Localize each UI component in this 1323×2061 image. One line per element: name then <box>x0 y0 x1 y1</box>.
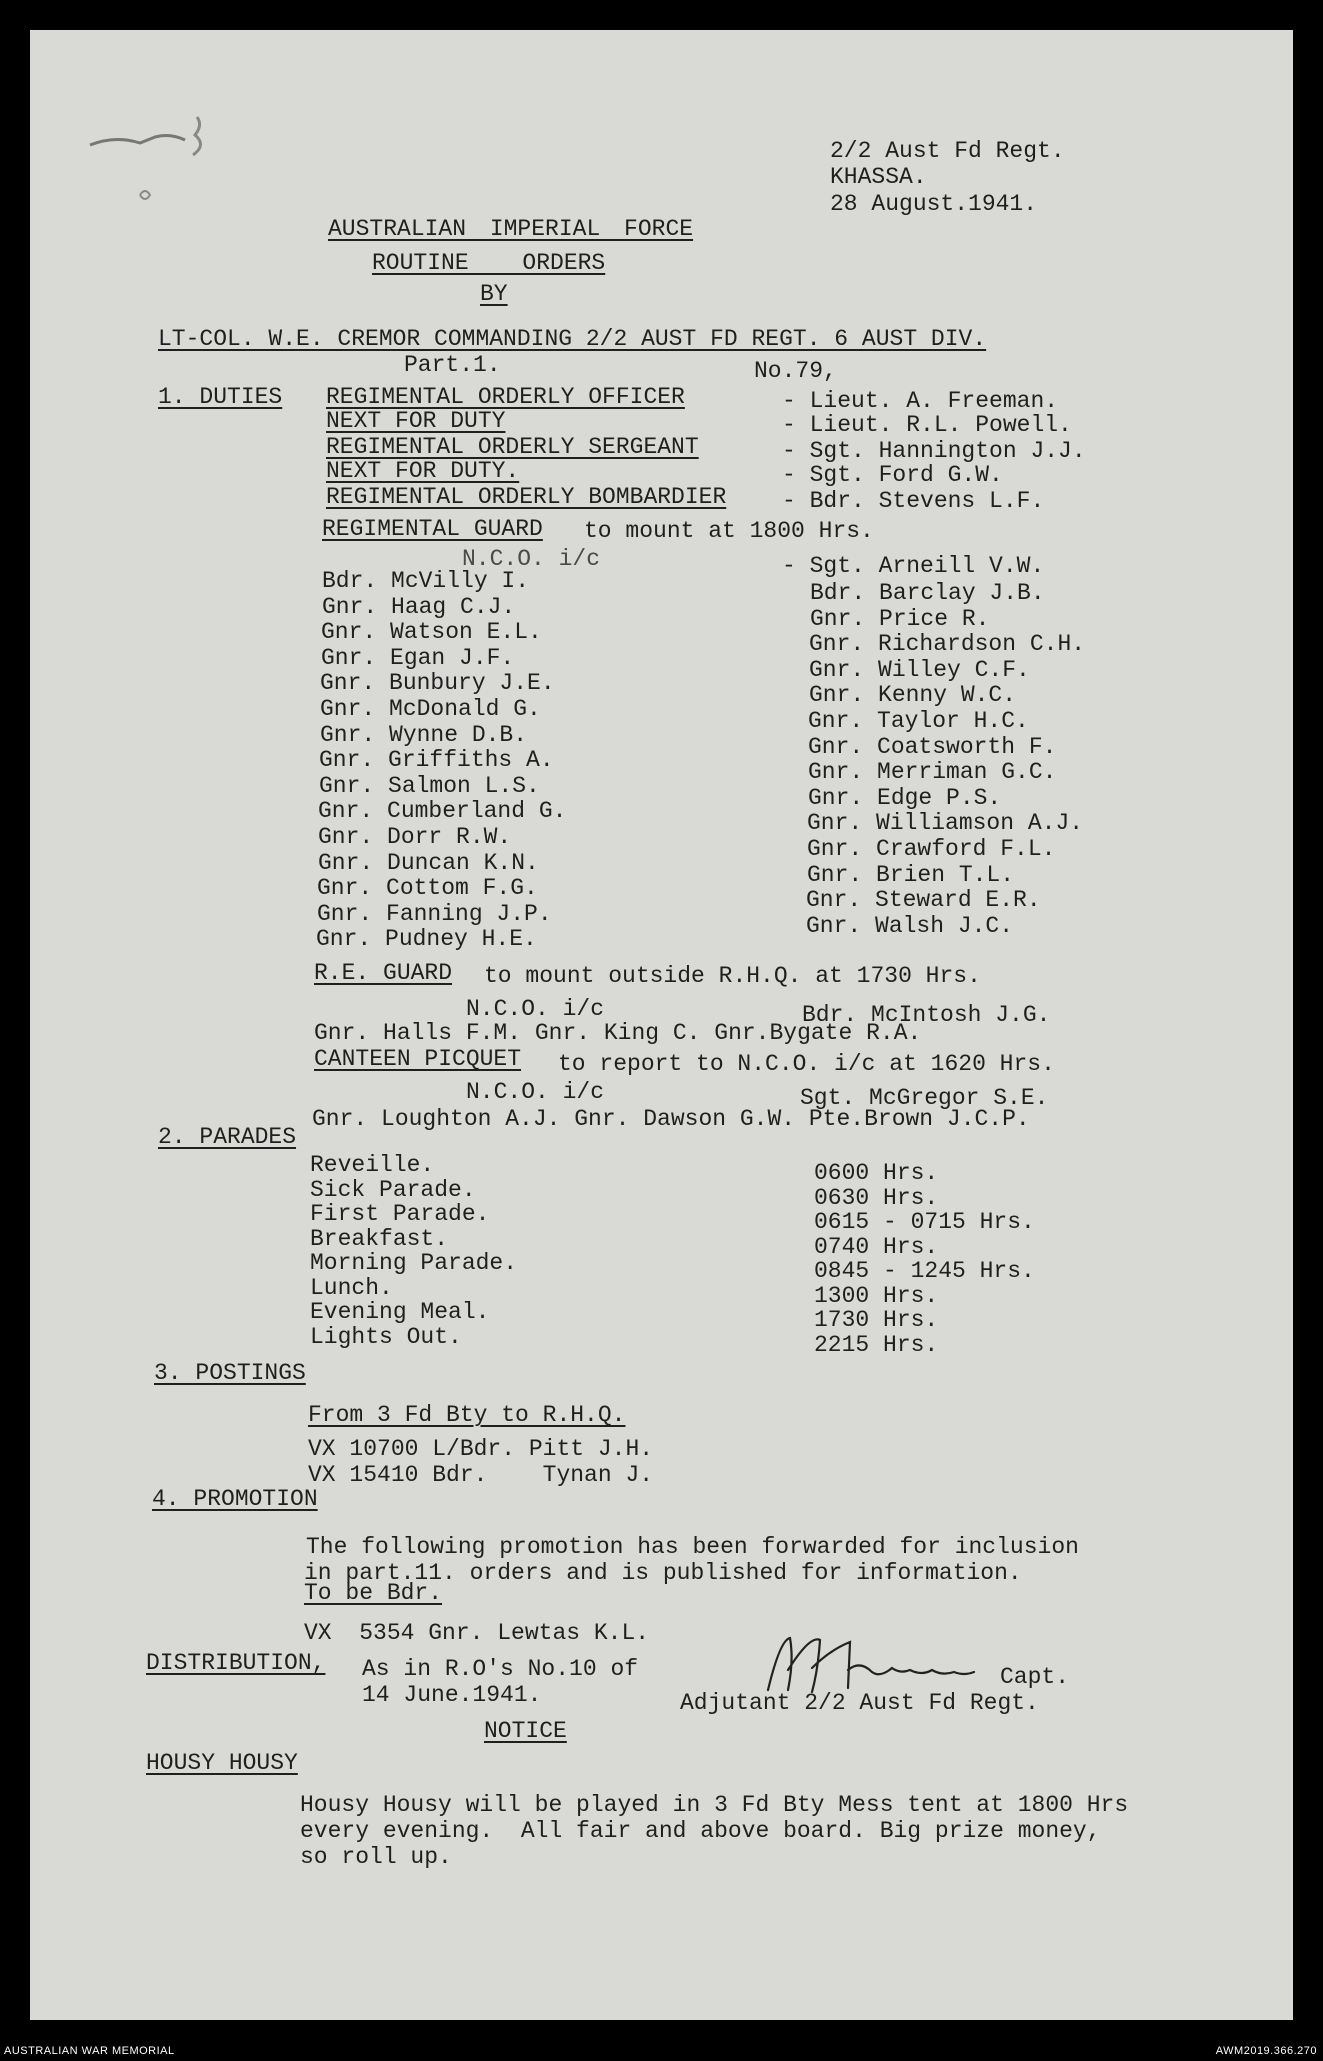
parade-name: Sick Parade. <box>310 1176 476 1203</box>
posting-line-1: VX 10700 L/Bdr. Pitt J.H. <box>308 1436 654 1462</box>
header-unit: 2/2 Aust Fd Regt. <box>830 138 1065 164</box>
canteen-picquet-label: CANTEEN PICQUET <box>314 1046 522 1072</box>
guard-member-right: Gnr. Taylor H.C. <box>808 708 1029 734</box>
notice-line-1: Housy Housy will be played in 3 Fd Bty Mess tent at 1800 Hrs <box>300 1792 1129 1818</box>
footer-archive-name: AUSTRALIAN WAR MEMORIAL <box>4 2045 175 2057</box>
guard-member-right: Gnr. Crawford F.L. <box>807 836 1056 862</box>
guard-member-right: Gnr. Price R. <box>810 605 990 632</box>
notice-subheading: HOUSY HOUSY <box>146 1750 298 1776</box>
parade-name: Breakfast. <box>310 1225 449 1252</box>
posting-line-2: VX 15410 Bdr. Tynan J. <box>308 1462 654 1488</box>
guard-member-right: Gnr. Walsh J.C. <box>806 912 1014 939</box>
guard-member-right: Gnr. Steward E.R. <box>806 887 1041 914</box>
title-line3: BY <box>480 281 508 307</box>
re-guard-members: Gnr. Halls F.M. Gnr. King C. Gnr.Bygate R.A. <box>314 1020 922 1046</box>
notice-line-3: so roll up. <box>300 1844 452 1870</box>
re-guard-label: R.E. GUARD <box>314 960 453 986</box>
ink-smudge-mark <box>85 115 225 215</box>
parade-time: 0740 Hrs. <box>814 1233 939 1260</box>
signature-title: Adjutant 2/2 Aust Fd Regt. <box>680 1690 1039 1716</box>
duty-name: - Bdr. Stevens L.F. <box>782 488 1045 514</box>
notice-heading: NOTICE <box>484 1718 567 1744</box>
canteen-nco-label: N.C.O. i/c <box>466 1079 605 1105</box>
guard-member-right: Gnr. Brien T.L. <box>807 861 1015 888</box>
parade-name: Morning Parade. <box>310 1250 518 1276</box>
guard-member-left: Gnr. Dorr R.W. <box>318 824 512 850</box>
parade-time: 1300 Hrs. <box>814 1282 939 1309</box>
parade-time: 0615 - 0715 Hrs. <box>814 1209 1035 1235</box>
parade-time: 0600 Hrs. <box>814 1160 939 1186</box>
guard-member-left: Gnr. Pudney H.E. <box>316 926 537 953</box>
guard-member-left: Gnr. Cottom F.G. <box>317 875 538 902</box>
duty-role: REGIMENTAL ORDERLY OFFICER <box>326 384 685 410</box>
guard-member-left: Gnr. Watson E.L. <box>321 619 542 646</box>
postings-subheading: From 3 Fd Bty to R.H.Q. <box>308 1402 626 1428</box>
parade-time: 1730 Hrs. <box>814 1307 939 1333</box>
title-line1: AUSTRALIAN IMPERIAL FORCE <box>328 216 694 242</box>
distribution-text-2: 14 June.1941. <box>362 1682 542 1708</box>
guard-member-right: Gnr. Edge P.S. <box>808 784 1002 811</box>
order-number: No.79, <box>754 358 837 384</box>
parade-name: Reveille. <box>310 1152 435 1178</box>
duty-role: NEXT FOR DUTY <box>326 408 506 434</box>
parade-time: 0845 - 1245 Hrs. <box>814 1258 1035 1284</box>
duty-name: - Sgt. Ford G.W. <box>782 462 1003 488</box>
guard-member-left: Bdr. McVilly I. <box>322 568 530 594</box>
guard-nco-label: N.C.O. i/c <box>462 546 601 572</box>
signature-rank: Capt. <box>1000 1664 1070 1690</box>
duty-role: REGIMENTAL ORDERLY BOMBARDIER <box>326 484 727 510</box>
section-parades-heading: 2. PARADES <box>158 1124 297 1150</box>
guard-member-right: Gnr. Kenny W.C. <box>809 682 1017 709</box>
regimental-guard-text: to mount at 1800 Hrs. <box>584 518 874 544</box>
duty-name: - Lieut. R.L. Powell. <box>782 412 1072 438</box>
promotion-line: VX 5354 Gnr. Lewtas K.L. <box>304 1620 650 1646</box>
footer-reference: AWM2019.366.270 <box>1215 2045 1317 2057</box>
distribution-text-1: As in R.O's No.10 of <box>362 1656 639 1682</box>
guard-member-right: Gnr. Merriman G.C. <box>808 759 1057 786</box>
guard-member-right: Gnr. Coatsworth F. <box>808 733 1057 760</box>
header-location: KHASSA. <box>830 164 927 190</box>
section-postings-heading: 3. POSTINGS <box>154 1360 306 1386</box>
re-guard-text: to mount outside R.H.Q. at 1730 Hrs. <box>484 963 981 989</box>
guard-member-left: Gnr. Bunbury J.E. <box>320 670 555 697</box>
part-label: Part.1. <box>404 352 501 378</box>
section-duties-heading: 1. DUTIES <box>158 384 283 410</box>
guard-member-right: Gnr. Williamson A.J. <box>807 810 1084 837</box>
header-date: 28 August.1941. <box>830 191 1038 217</box>
guard-member-left: Gnr. McDonald G. <box>320 696 541 722</box>
re-guard-nco-name: Bdr. McIntosh J.G. <box>802 1002 1051 1028</box>
guard-member-left: Gnr. Cumberland G. <box>318 798 567 825</box>
parade-time: 2215 Hrs. <box>814 1331 939 1358</box>
duty-name: - Sgt. Hannington J.J. <box>782 438 1086 464</box>
duty-role: REGIMENTAL ORDERLY SERGEANT <box>326 434 699 460</box>
parade-name: Evening Meal. <box>310 1299 490 1325</box>
parade-name: First Parade. <box>310 1201 490 1227</box>
duty-role: NEXT FOR DUTY. <box>326 458 520 484</box>
guard-member-right: Bdr. Barclay J.B. <box>810 580 1045 606</box>
guard-member-left: Gnr. Salmon L.S. <box>319 772 540 799</box>
guard-member-right: Gnr. Willey C.F. <box>809 656 1030 683</box>
section-promotion-heading: 4. PROMOTION <box>152 1486 318 1512</box>
parade-name: Lunch. <box>310 1274 393 1301</box>
guard-member-left: Gnr. Egan J.F. <box>321 644 515 671</box>
regimental-guard-label: REGIMENTAL GUARD <box>322 516 543 542</box>
distribution-label: DISTRIBUTION, <box>146 1650 326 1676</box>
guard-member-left: Gnr. Duncan K.N. <box>318 849 539 876</box>
canteen-picquet-text: to report to N.C.O. i/c at 1620 Hrs. <box>558 1051 1055 1077</box>
canteen-members: Gnr. Loughton A.J. Gnr. Dawson G.W. Pte.Brown J.C.P. <box>312 1106 1030 1132</box>
guard-nco-name: - Sgt. Arneill V.W. <box>782 553 1045 579</box>
promotion-text-2: in part.11. orders and is published for information. <box>304 1560 1022 1586</box>
guard-member-left: Gnr. Haag C.J. <box>322 593 516 620</box>
parade-name: Lights Out. <box>310 1323 462 1350</box>
guard-member-left: Gnr. Griffiths A. <box>319 747 554 774</box>
guard-member-left: Gnr. Wynne D.B. <box>320 721 528 748</box>
re-guard-nco-label: N.C.O. i/c <box>466 996 605 1022</box>
title-line2: ROUTINE ORDERS <box>372 250 606 276</box>
guard-member-left: Gnr. Fanning J.P. <box>317 900 552 927</box>
commander-line: LT-COL. W.E. CREMOR COMMANDING 2/2 AUST FD REGT. 6 AUST DIV. <box>158 326 987 352</box>
notice-line-2: every evening. All fair and above board. Big prize money, <box>300 1818 1101 1844</box>
promotion-text-1: The following promotion has been forwarded for inclusion <box>306 1534 1079 1560</box>
duty-name: - Lieut. A. Freeman. <box>782 388 1059 414</box>
canteen-nco-name: Sgt. McGregor S.E. <box>800 1085 1049 1111</box>
parade-time: 0630 Hrs. <box>814 1184 939 1211</box>
promotion-to-be: To be Bdr. <box>304 1580 443 1606</box>
guard-member-right: Gnr. Richardson C.H. <box>809 631 1086 658</box>
